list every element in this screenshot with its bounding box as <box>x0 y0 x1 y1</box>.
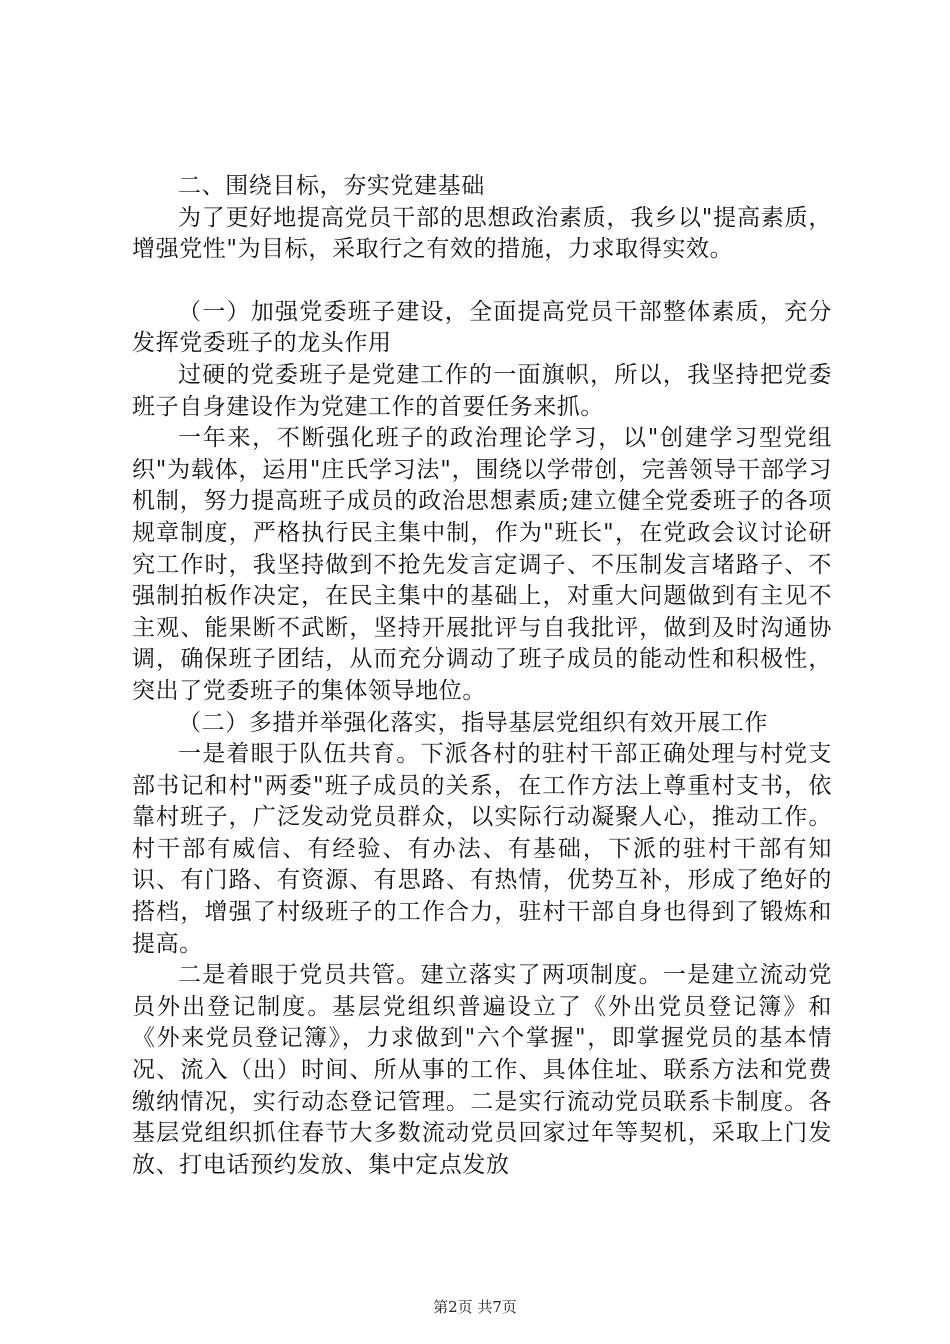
subsection-heading: （一）加强党委班子建设，全面提高党员干部整体素质，充分发挥党委班子的龙头作用 <box>132 298 832 357</box>
paragraph: 为了更好地提高党员干部的思想政治素质，我乡以"提高素质，增强党性"为目标，采取行之有效的措施，力求取得实效。 <box>132 204 832 263</box>
subsection-heading: （二）多措并举强化落实，指导基层党组织有效开展工作 <box>178 709 768 736</box>
paragraph: 一是着眼于队伍共育。下派各村的驻村干部正确处理与村党支部书记和村"两委"班子成员的关系，在工作方法上尊重村支书，依靠村班子，广泛发动党员群众，以实际行动凝聚人心，推动工作。村干部有威信、有经验、有办法、有基础，下派的驻村干部有知识、有门路、有资源、有思路、有热情，优势互补，形成了绝好的搭档，增强了村级班子的工作合力，驻村干部自身也得到了锻炼和提高。 <box>132 741 832 957</box>
paragraph: 一年来，不断强化班子的政治理论学习，以"创建学习型党组织"为载体，运用"庄氏学习法"，围绕以学带创，完善领导干部学习机制，努力提高班子成员的政治思想素质;建立健全党委班子的各项规章制度，严格执行民主集中制，作为"班长"，在党政会议讨论研究工作时，我坚持做到不抢先发言定调子、不压制发言堵路子、不强制拍板作决定，在民主集中的基础上，对重大问题做到有主见不主观、能果断不武断，坚持开展批评与自我批评，做到及时沟通协调，确保班子团结，从而充分调动了班子成员的能动性和积极性，突出了党委班子的集体领导地位。 <box>132 425 832 704</box>
page-footer: 第2页 共7页 <box>433 1298 517 1316</box>
paragraph: 过硬的党委班子是党建工作的一面旗帜，所以，我坚持把党委班子自身建设作为党建工作的首要任务来抓。 <box>132 361 832 420</box>
section-heading: 二、围绕目标，夯实党建基础 <box>178 173 485 199</box>
document-body <box>132 171 832 1181</box>
paragraph: 二是着眼于党员共管。建立落实了两项制度。一是建立流动党员外出登记制度。基层党组织普遍设立了《外出党员登记簿》和《外来党员登记簿》，力求做到"六个掌握"，即掌握党员的基本情况、流入（出）时间、所从事的工作、具体住址、联系方法和党费缴纳情况，实行动态登记管理。二是实行流动党员联系卡制度。各基层党组织抓住春节大多数流动党员回家过年等契机，采取上门发放、打电话预约发放、集中定点发放 <box>132 962 832 1178</box>
